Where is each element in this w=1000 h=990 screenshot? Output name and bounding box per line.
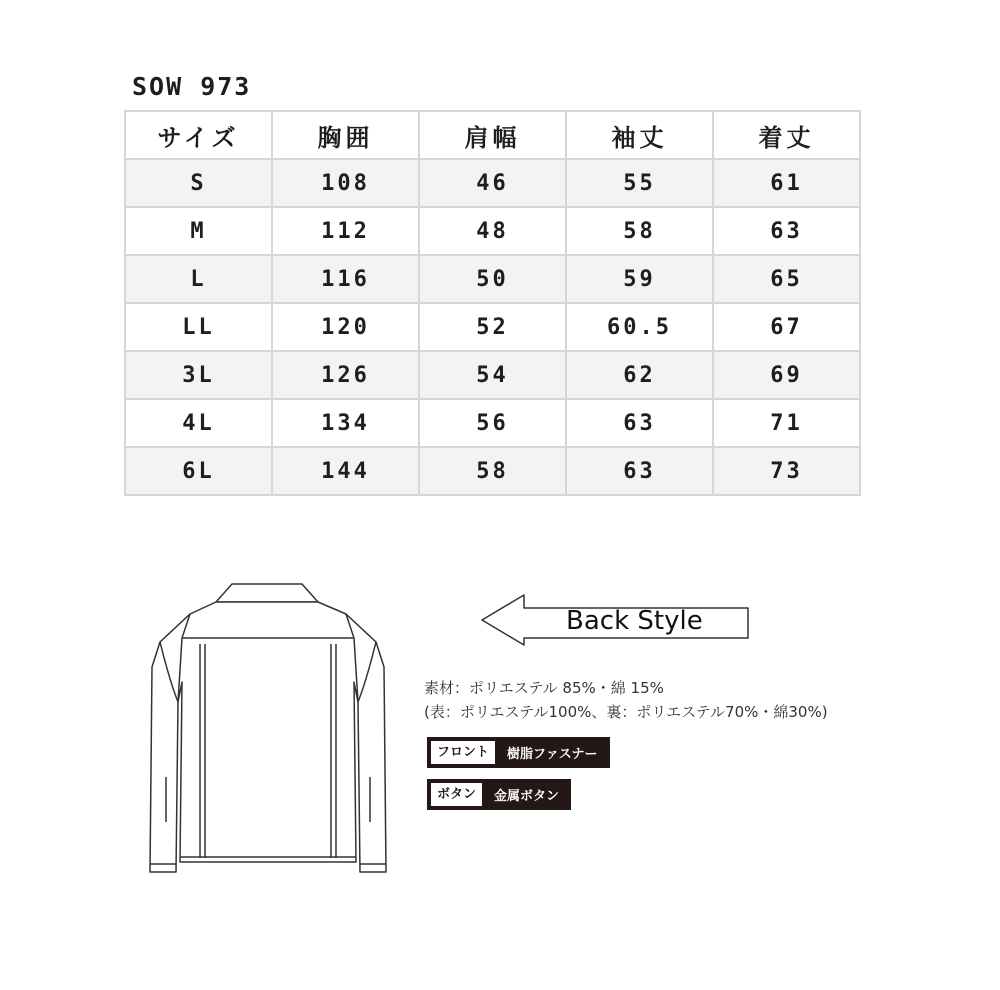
table-row xyxy=(125,303,860,351)
sleeve-cell: 59 xyxy=(566,255,713,303)
size-cell: L xyxy=(125,255,272,303)
table-row xyxy=(125,351,860,399)
length-cell: 73 xyxy=(713,447,860,495)
header-cell: 袖丈 xyxy=(566,111,713,159)
sleeve-cell: 58 xyxy=(566,207,713,255)
chest-cell: 134 xyxy=(272,399,419,447)
chest-cell: 144 xyxy=(272,447,419,495)
shoulder-cell: 56 xyxy=(419,399,566,447)
chest-cell: 108 xyxy=(272,159,419,207)
chest-cell: 116 xyxy=(272,255,419,303)
shoulder-cell: 52 xyxy=(419,303,566,351)
table-row xyxy=(125,207,860,255)
material-description xyxy=(424,676,828,724)
chest-cell: 112 xyxy=(272,207,419,255)
sleeve-cell: 63 xyxy=(566,447,713,495)
sleeve-cell: 60.5 xyxy=(566,303,713,351)
size-cell: 4L xyxy=(125,399,272,447)
size-cell: S xyxy=(125,159,272,207)
length-cell: 61 xyxy=(713,159,860,207)
spec-value: 樹脂ファスナー xyxy=(507,747,598,762)
spec-key: ボタン xyxy=(431,783,482,806)
back-style-label: Back Style xyxy=(566,606,703,636)
header-cell: 着丈 xyxy=(713,111,860,159)
header-cell: 胸囲 xyxy=(272,111,419,159)
shoulder-cell: 46 xyxy=(419,159,566,207)
spec-value: 金属ボタン xyxy=(494,789,560,804)
size-cell: 3L xyxy=(125,351,272,399)
shoulder-cell: 58 xyxy=(419,447,566,495)
sleeve-cell: 62 xyxy=(566,351,713,399)
shoulder-cell: 54 xyxy=(419,351,566,399)
chest-cell: 126 xyxy=(272,351,419,399)
table-row xyxy=(125,255,860,303)
table-header-row xyxy=(125,111,860,159)
table-row xyxy=(125,159,860,207)
button-type-badge xyxy=(427,779,571,810)
model-number: SOW 973 xyxy=(132,72,252,101)
header-cell: サイズ xyxy=(125,111,272,159)
size-cell: LL xyxy=(125,303,272,351)
length-cell: 69 xyxy=(713,351,860,399)
length-cell: 67 xyxy=(713,303,860,351)
length-cell: 65 xyxy=(713,255,860,303)
spec-key: フロント xyxy=(431,741,495,764)
shoulder-cell: 50 xyxy=(419,255,566,303)
length-cell: 71 xyxy=(713,399,860,447)
sleeve-cell: 63 xyxy=(566,399,713,447)
chest-cell: 120 xyxy=(272,303,419,351)
size-chart-table xyxy=(124,110,861,496)
material-line-1: 素材：ポリエステル 85%・綿 15% xyxy=(424,679,664,697)
table-row xyxy=(125,399,860,447)
header-cell: 肩幅 xyxy=(419,111,566,159)
table-row xyxy=(125,447,860,495)
front-closure-badge xyxy=(427,737,610,768)
material-line-2: (表：ポリエステル100%、裏：ポリエステル70%・綿30%) xyxy=(424,703,828,721)
jacket-back-illustration xyxy=(130,572,405,887)
size-cell: M xyxy=(125,207,272,255)
sleeve-cell: 55 xyxy=(566,159,713,207)
shoulder-cell: 48 xyxy=(419,207,566,255)
length-cell: 63 xyxy=(713,207,860,255)
size-cell: 6L xyxy=(125,447,272,495)
